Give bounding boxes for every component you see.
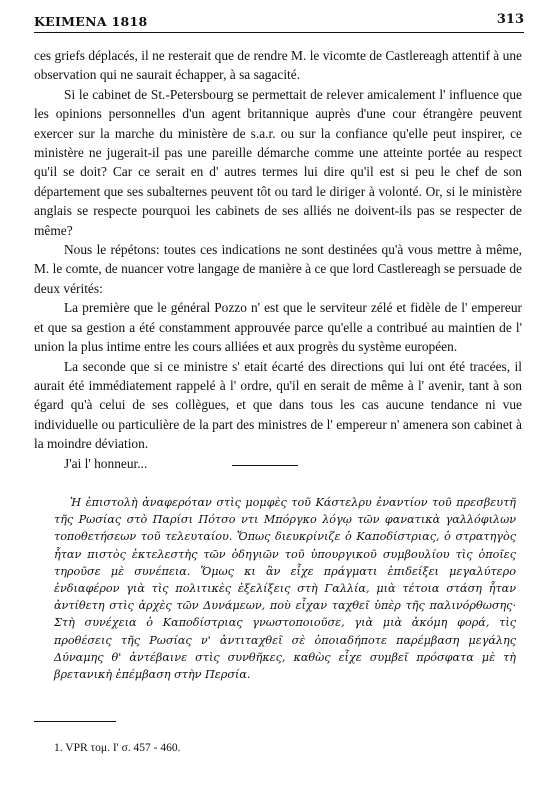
page-number: 313 — [496, 12, 524, 27]
letter-paragraph: Si le cabinet de St.-Petersbourg se permettait de relever amicalement l' influence que les opinions personnelles d'un agent britannique auprès d'une cour étrangère peuvent exercer sur la marche du ministère de s.a.r. ou sur la confiance qu'elle peut inspirer, ce ministère ne jugerait-il pas une pareille démarche comme une atteinte portée au respect qu'il se doit? Car ce serait en d' autres termes lui dire qu'il est si peu le chef de son département que ses subalternes peuvent tôt ou tard le diriger à volonté. Or, si le ministère anglais se respecte pourquoi les cabinets de ses alliés ne doivent-ils pas se respecter de même? — [34, 86, 522, 238]
footnote-rule — [34, 721, 116, 722]
letter-paragraph: La seconde que si ce ministre s' etait écarté des directions qui lui ont été tracées, il aurait été immédiatement rappelé à l' ordre, qu'il en serait de même à l' avenir, tant à son égard qu'à celui de ses collègues, et que dans tous les cas aucune tendance ni vue individuelle ou particulière de la part des ministres de l' empereur n' amenera son cabinet à la moindre déviation. — [34, 358, 522, 452]
section-divider — [232, 465, 298, 466]
letter-paragraph: La première que le général Pozzo n' est que le serviteur zélé et fidèle de l' empereur et que sa gestion a été constamment approuvée parce qu'elle a contribué au maintien de l' union la plus intime entre les cours alliées et aux progrès du système européen. — [34, 300, 522, 355]
footnote: 1. VPR τομ. Ι' σ. 457 - 460. — [54, 742, 181, 754]
running-header — [34, 10, 524, 33]
editorial-commentary — [54, 494, 516, 683]
letter-paragraph: ces griefs déplacés, il ne resterait que de rendre M. le vicomte de Castlereagh attentif à une observation qui ne saurait échapper, à sa sagacité. — [34, 48, 522, 83]
running-title: ΚΕΙΜΕΝΑ 1818 — [34, 14, 148, 29]
letter-paragraph: Nous le répétons: toutes ces indications ne sont destinées qu'à vous mettre à même, M. le comte, de nuancer votre langage de manière à ce que lord Castlereagh se persuade de deux vérités: — [34, 242, 522, 296]
letter-closing: J'ai l' honneur... — [64, 455, 148, 471]
commentary-paragraph: Ἡ ἐπιστολὴ ἀναφερόταν στὶς μομφὲς τοῦ Κάστελρυ ἐναντίον τοῦ πρεσβευτῆ τῆς Ρωσίας στὸ Παρίσι Πότσο ντι Μπόργκο λόγῳ τῶν φανατικὰ γαλλόφιλων τοποθετήσεων τοῦ τελευταίου. Ὅπως διευκρίνιζε ὁ Καποδίστριας, ὁ στρατηγὸς ἦταν πιστὸς ἐκτελεστὴς τῶν ὁδηγιῶν τοῦ ὑπουργικοῦ συμβουλίου τὶς ὁποῖες τηροῦσε μὲ συνέπεια. Ὅμως κι ἂν εἶχε πράγματι ἐπιδείξει μεγαλύτερο ἐνδιαφέρον γιὰ τὶς πολιτικὲς ἐξελίξεις στὴ Γαλλία, μιὰ τέτοια στάση ἦταν ἀντίθετη στὶς ἀρχὲς τῶν Δυνάμεων, ποὺ εἶχαν ταχθεῖ ὑπὲρ τῆς παλινόρθωσης· Στὴ συνέχεια ὁ Καποδίστριας γνωστοποιοῦσε, γιὰ μιὰ ἀκόμη φορά, τὶς προθέσεις τῆς Ρωσίας ν' ἀντιταχθεῖ σὲ ὁποιαδήποτε παρέμβαση μεγάλης Δύναμης θ' ἀντέβαινε στὶς συνθῆκες, καθὼς εἶχε συμβεῖ πρόσφατα μὲ τὴ βρετανικὴ ἐπέμβαση στὴν Περσία. — [54, 496, 516, 682]
letter-text — [34, 46, 522, 473]
